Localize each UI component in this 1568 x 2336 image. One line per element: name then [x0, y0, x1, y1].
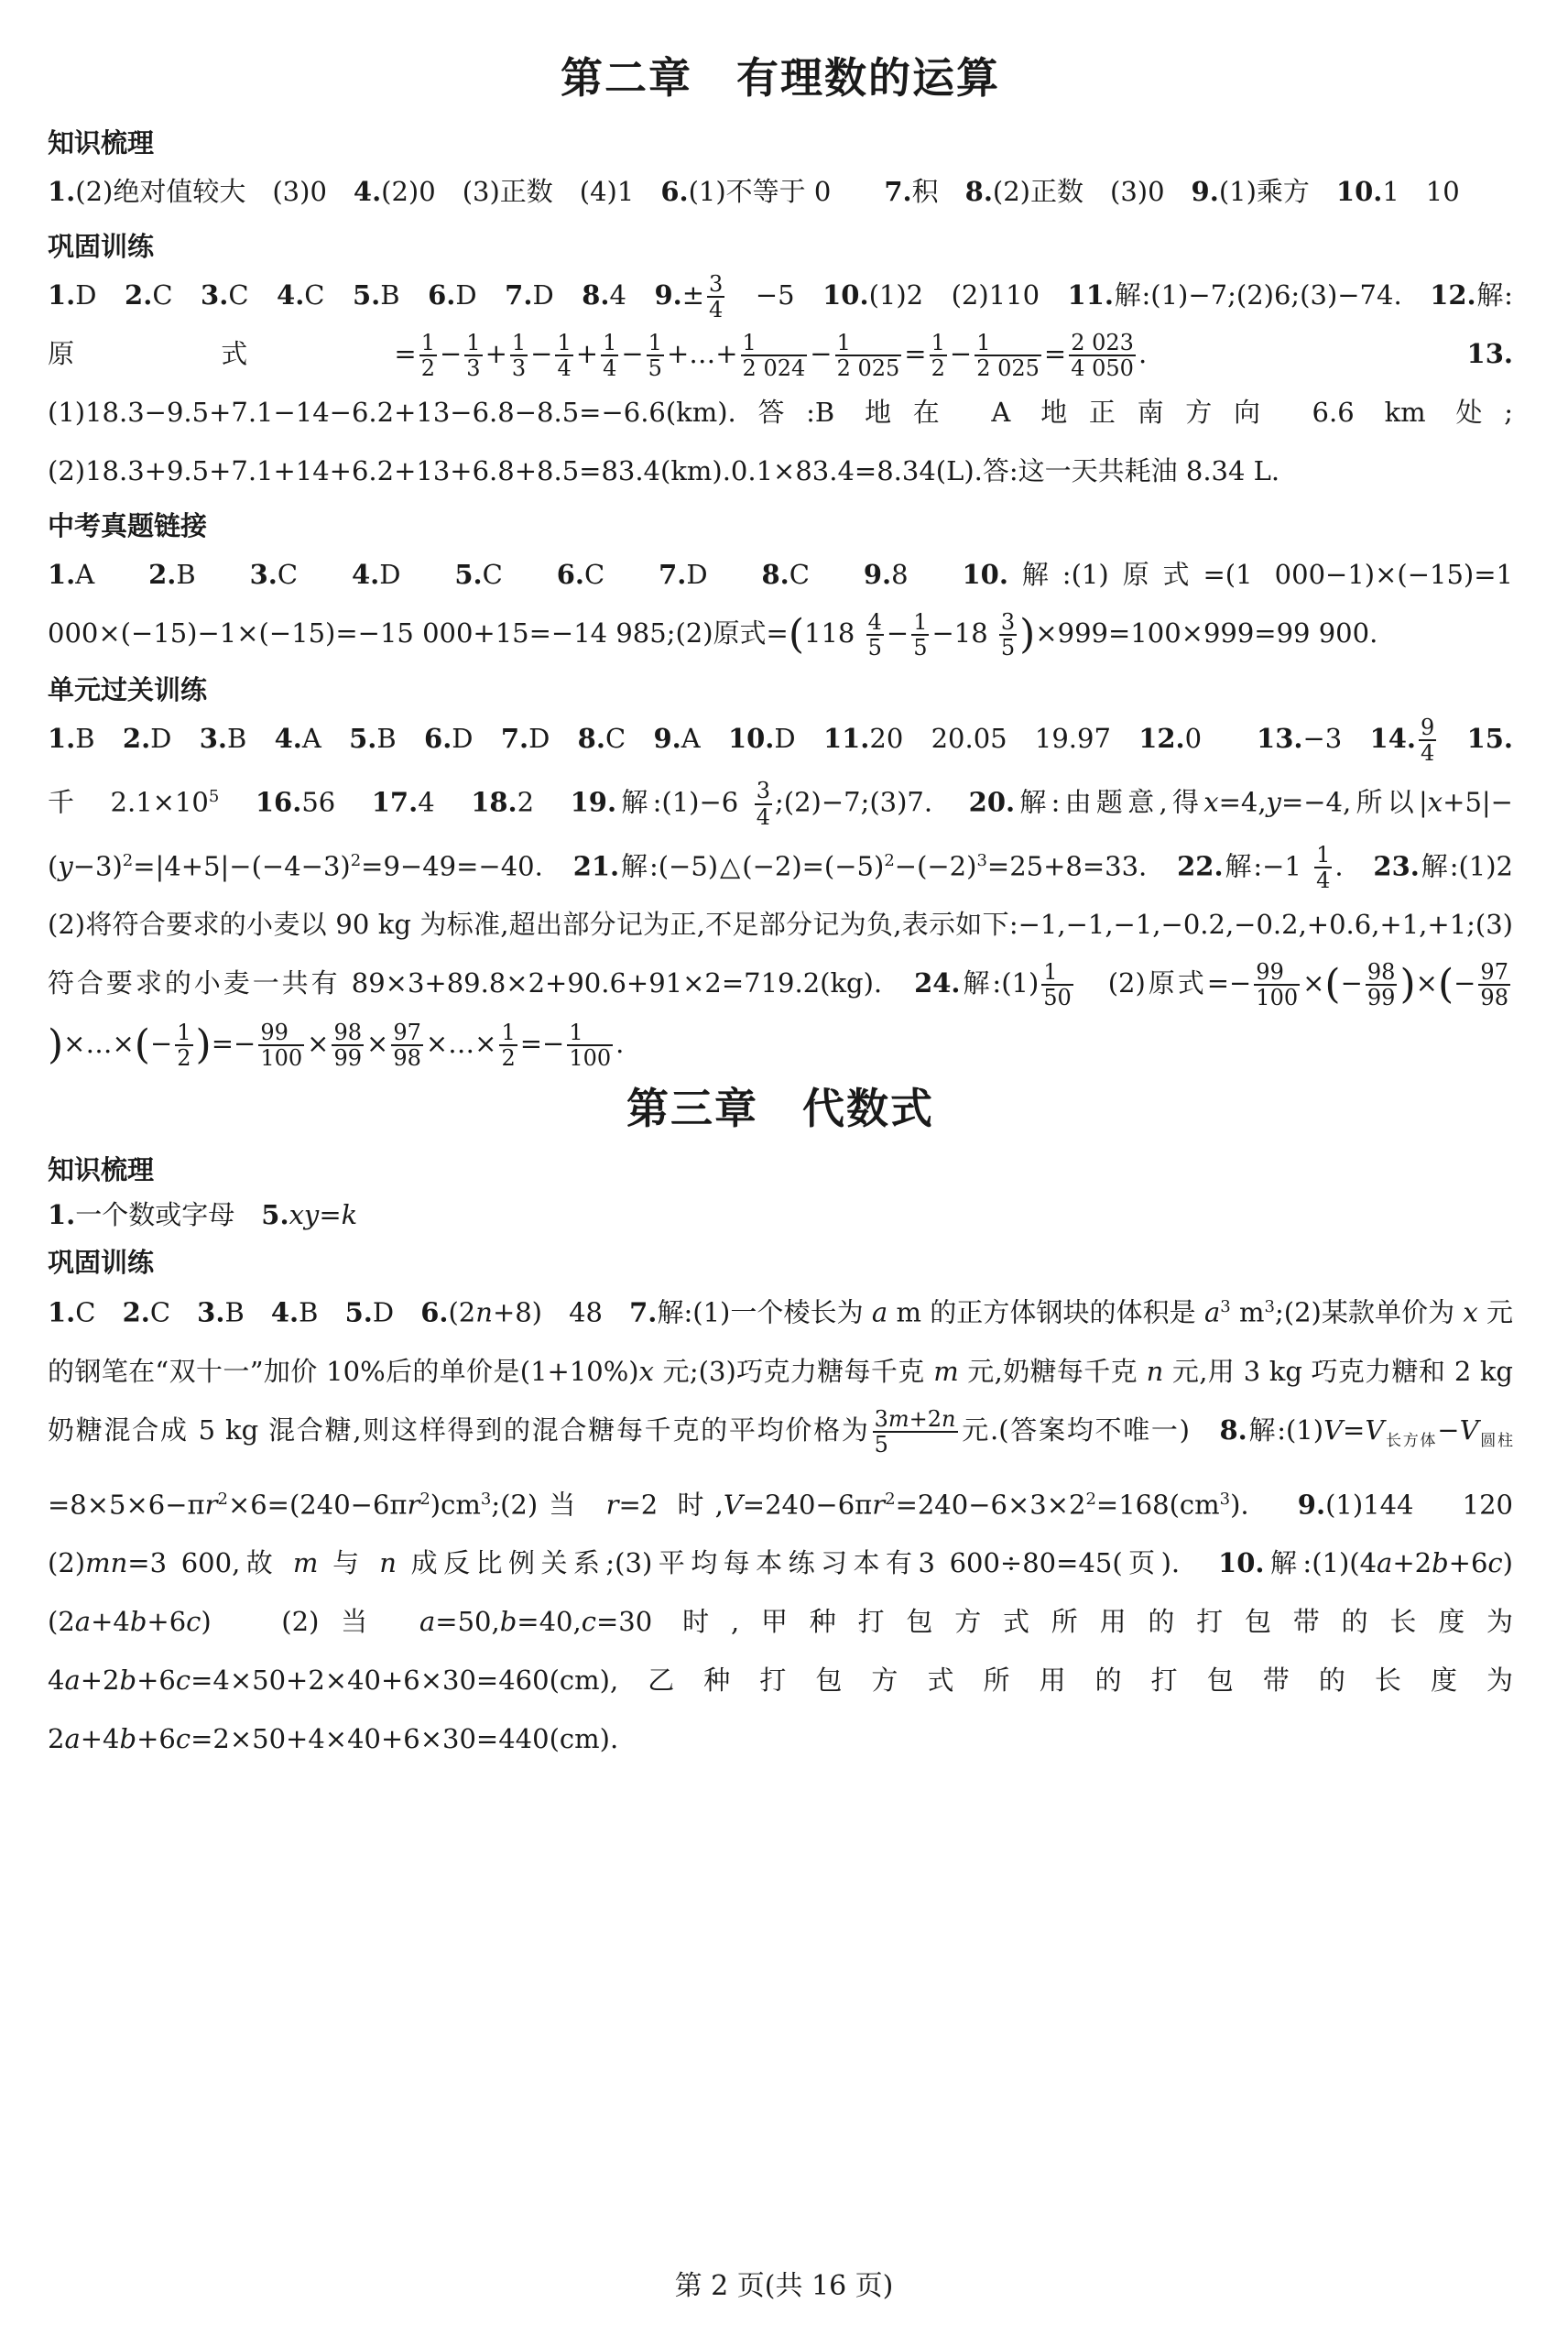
- answer-page: [48, 37, 1541, 1768]
- section-heading: 巩固训练: [48, 1247, 155, 1279]
- section-heading: 单元过关训练: [48, 674, 208, 705]
- answer-paragraph: 1.C 2.C 3.B 4.B 5.D 6.(2n+8) 48 7.解:(1)一个棱长为 a m 的正方体钢块的体积是 $a^3$ $m^3;(2)$某款单价为 x 元的钢笔在“双十一”加价 10%后的单价是(1+10%)x 元;(3)巧克力糖每千克 m 元,奶糖每千克 n 元,用 3 kg 巧克力糖和 2 kg 奶糖混合成 5 kg 混合糖,则这样得到的混合糖每千克的平均价格为 $\frac{3m+2n}{5}$ 元.(答案均不唯一) 8.解$:(1)V=V_{长方体}-V_{圆柱}=8\times 5\times 6-\pi r^2\times 6=(240-6\pi r^2)cm^3;(2)$当 r=2 时$,V=240-6\pi r^2=240-6\times 3\times 2^2=168(cm^3)$. 9.(1)144 120 (2)mn=3 600,故 m 与 n 成反比例关系;(3)平均每本练习本有3 600÷80=45(页). 10.解:(1)(4a+2b+6c) (2a+4b+6c) (2)当 a=50,b=40,c=30 时,甲种打包方式所用的打包带的长度为 4a+2b+6c=4×50+2×40+6×30=460(cm),乙种打包方式所用的打包带的长度为 2a+4b+6c=2×50+4×40+6×30=440(cm).: [48, 1296, 1541, 1755]
- page-footer: 第 2 页(共 16 页): [674, 2270, 894, 2302]
- answer-paragraph: 1.D 2.C 3.C 4.C 5.B 6.D 7.D 8.4 9.± $\frac{3}{4}$ −5 10.(1)2 (2)110 11.解:(1)−7;(2)6;(3)−74. 12.解:原式= $\frac{1}{2}$ − $\frac{1}{3}$ + $\frac{1}{3}$ − $\frac{1}{4}$ + $\frac{1}{4}$ − $\frac{1}{5}$ +…+ $\frac{1}{2 024}$ − $\frac{1}{2 025}$ = $\frac{1}{2}$ − $\frac{1}{2 025}$ = $\frac{2 023}{4 050}$ . 13.(1)18.3−9.5+7.1−14−6.2+13−6.8−8.5=−6.6(km).答:B 地在 A 地正南方向 6.6 km 处;(2)18.3+9.5+7.1+14+6.2+13+6.8+8.5=83.4(km).0.1×83.4=8.34(L).答:这一天共耗油 8.34 L.: [48, 270, 1513, 486]
- answer-paragraph: 1.A 2.B 3.C 4.D 5.C 6.C 7.D 8.C 9.8 10.解:(1)原式=(1 000−1)×(−15)=1 000×(−15)−1×(−15)=−15 000+15=−14 985;(2)原式=(118 $\frac{4}{5}$ − $\frac{1}{5}$ −18 $\frac{3}{5}$ )×999=100×999=99 900.: [48, 559, 1513, 660]
- chapter-title: 第三章 代数式: [626, 1084, 934, 1134]
- section-heading: 巩固训练: [48, 231, 155, 262]
- section-heading: 中考真题链接: [48, 510, 208, 541]
- answer-paragraph: 1.(2)绝对值较大 (3)0 4.(2)0 (3)正数 (4)1 6.(1)不等于 0 7.积 8.(2)正数 (3)0 9.(1)乘方 10.1 10: [48, 176, 1460, 207]
- section-heading: 知识梳理: [48, 127, 155, 158]
- section-heading: 知识梳理: [48, 1154, 155, 1186]
- answer-paragraph: 1.一个数或字母 5.xy=k: [48, 1199, 358, 1231]
- answer-paragraph: 1.B 2.D 3.B 4.A 5.B 6.D 7.D 8.C 9.A 10.D 11.20 20.05 19.97 12.0 13.−3 14. $\frac{9}{4}$ 15.千 $2.1\times 10^5$ 16.56 17.4 18.2 19.解:(1)−6 $\frac{3}{4}$ ;(2)−7;(3)7. 20.解:由题意,得x=4,y=−4,所以$|x+5|-(y-3)^2=|4+5|-(-4-3)^2=9-49=-40$. 21.解$:(-5)\triangle(-2)=(-5)^2-(-2)^3=25+8=33$. 22.解:−1 $\frac{1}{4}$ . 23.解:(1)2 (2)将符合要求的小麦以 90 kg 为标准,超出部分记为正,不足部分记为负,表示如下:−1,−1,−1,−0.2,−0.2,+0.6,+1,+1;(3)符合要求的小麦一共有 89×3+89.8×2+90.6+91×2=719.2(kg). 24.解:(1) $\frac{1}{50}$ (2)原式=− $\frac{99}{100}$ ×(− $\frac{98}{99}$ )×(− $\frac{97}{98}$ )×…×(− $\frac{1}{2}$ )=− $\frac{99}{100}$ × $\frac{98}{99}$ × $\frac{97}{98}$ ×…× $\frac{1}{2}$ =− $\frac{1}{100}$ .: [48, 714, 1541, 1072]
- chapter-title: 第二章 有理数的运算: [561, 53, 1000, 103]
